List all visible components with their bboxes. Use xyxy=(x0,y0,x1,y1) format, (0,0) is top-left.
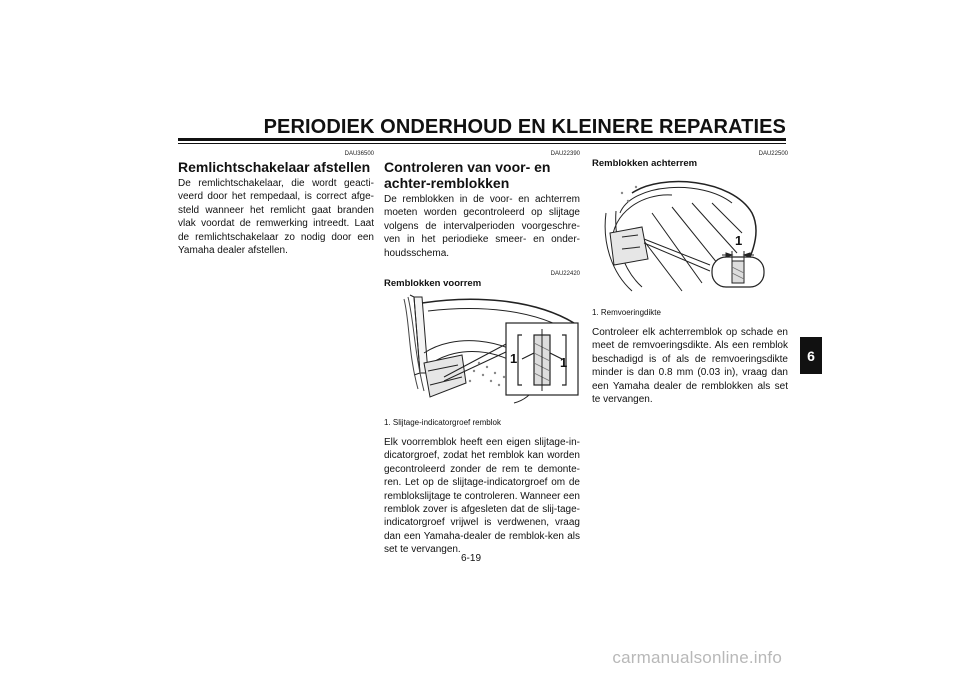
column-3 xyxy=(592,150,788,406)
watermark: carmanualsonline.info xyxy=(612,648,782,667)
section-code: DAU22390 xyxy=(550,151,580,157)
page-number: 6-19 xyxy=(461,553,482,564)
header-rule-thin xyxy=(178,143,786,144)
column-1 xyxy=(178,150,374,257)
callout-label: 1 xyxy=(735,233,743,248)
section-heading: Remlichtschakelaar afstellen xyxy=(178,159,371,175)
figure-caption: 1. Remvoeringdikte xyxy=(592,308,661,317)
subsection-body: Controleer elk achterremblok op schade en meet de remvoeringsdikte. Als een remblok beschadigd is of als de remvoeringsdikte minder is dan 0.8 mm (0.03 in), vraag dan een Yamaha dealer de remblokken als set te vervangen. xyxy=(592,327,788,406)
section-code: DAU36500 xyxy=(344,151,374,157)
front-brake-illustration xyxy=(384,293,580,411)
chapter-tab: 6 xyxy=(800,337,822,374)
figure-caption: 1. Slijtage-indicatorgroef remblok xyxy=(384,418,501,428)
subsection-code: DAU22500 xyxy=(758,151,788,157)
rear-brake-illustration xyxy=(592,173,788,301)
section-body: De remlichtschakelaar, die wordt geacti-veerd door het rempedaal, is correct afge-steld wanneer het remlicht gaat branden vlak voordat de remwerking intreedt. Laat de remlichtschakelaar zo nodig door een Yamaha dealer afstellen. xyxy=(178,178,374,257)
callout-label: 1 xyxy=(560,355,568,371)
callout-label: 1 xyxy=(510,351,518,367)
subsection-heading: Remblokken achterrem xyxy=(592,158,698,169)
header-rule xyxy=(178,138,786,141)
column-2 xyxy=(384,150,580,557)
front-brake-figure xyxy=(384,293,580,411)
section-heading: Controleren van voor- en achter-remblokken xyxy=(384,159,551,191)
rear-brake-figure xyxy=(592,173,788,301)
subsection-code: DAU22420 xyxy=(550,271,580,278)
subsection-body: Elk voorremblok heeft een eigen slijtage-in-dicatorgroef, zodat het remblok kan worden gecontroleerd zonder de rem te demonte-ren. Let op de slijtage-indicatorgroef om de remblokslijtage te controleren. Wanneer een remblok zover is afgesleten dat de slij-tage-indicatorgroef vrijwel is verdwenen, vraag dan een Yamaha-dealer de remblok-ken als set te vervangen. xyxy=(384,437,580,556)
page-title: PERIODIEK ONDERHOUD EN KLEINERE REPARATIES xyxy=(263,116,786,138)
subsection-heading: Remblokken voorrem xyxy=(384,278,482,290)
section-intro: De remblokken in de voor- en achterrem moeten worden gecontroleerd op slijtage volgens de intervalperioden voorgeschre-ven in het periodieke smeer- en onder-houdsschema. xyxy=(384,194,580,259)
